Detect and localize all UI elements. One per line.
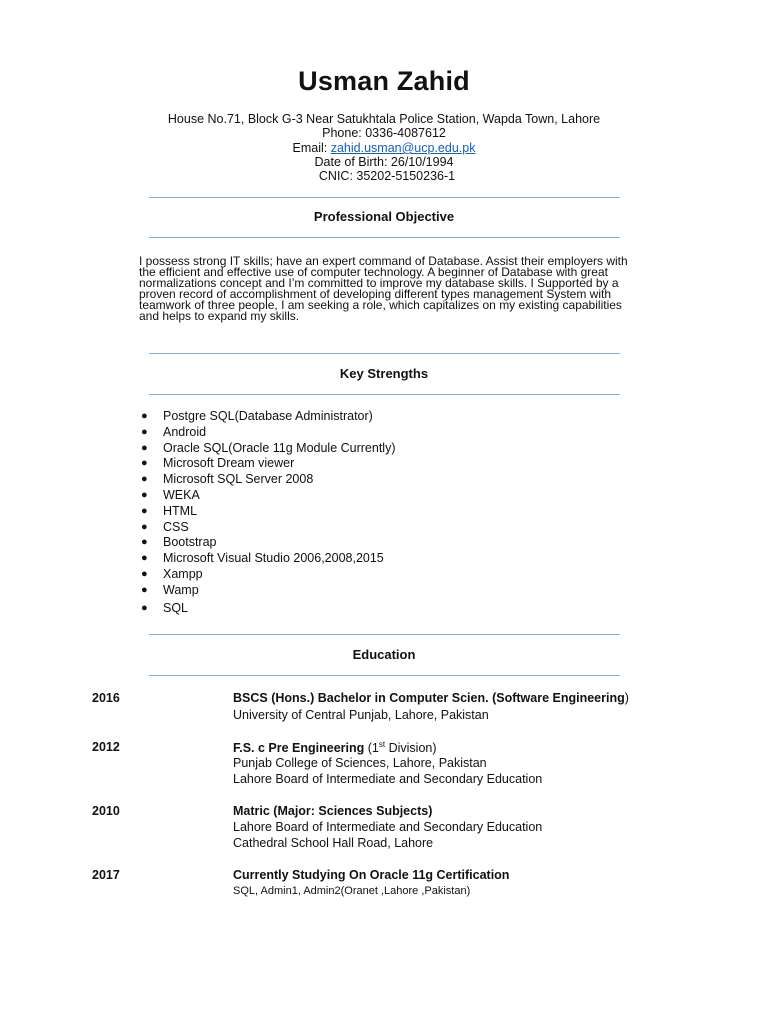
bullet-icon: ● bbox=[141, 504, 148, 517]
objective-line: teamwork of three people, I am seeking a role, which capitalizes on my existing capabilities bbox=[139, 298, 622, 312]
institution: Lahore Board of Intermediate and Secondary Education bbox=[233, 820, 543, 834]
objective-line: normalizations concept and I’m committed to improve my database skills. I Supported by a bbox=[139, 276, 619, 290]
resume-name: Usman Zahid bbox=[298, 66, 470, 96]
bullet-icon: ● bbox=[141, 583, 148, 596]
email-label: Email: bbox=[292, 141, 331, 155]
list-item bbox=[141, 534, 396, 550]
education-heading: Education bbox=[352, 647, 416, 662]
divider bbox=[149, 394, 620, 395]
email-line bbox=[0, 141, 768, 155]
bullet-icon: ● bbox=[141, 441, 148, 454]
divider bbox=[149, 237, 620, 238]
list-item bbox=[141, 487, 396, 503]
list-item bbox=[141, 455, 396, 471]
objective-text bbox=[139, 256, 679, 322]
list-item bbox=[141, 471, 396, 487]
list-item bbox=[141, 424, 396, 440]
education-title: Currently Studying On Oracle 11g Certification bbox=[233, 868, 510, 882]
list-item bbox=[141, 600, 396, 616]
list-item bbox=[141, 519, 396, 535]
divider bbox=[149, 353, 620, 354]
date-of-birth: Date of Birth: 26/10/1994 bbox=[314, 155, 454, 169]
division-superscript: st bbox=[378, 740, 386, 749]
strength-label: Android bbox=[163, 424, 207, 439]
degree-title: F.S. c Pre Engineering bbox=[233, 741, 365, 756]
education-year: 2012 bbox=[92, 740, 120, 754]
strength-label: SQL bbox=[163, 600, 189, 615]
strength-label: CSS bbox=[163, 519, 189, 534]
phone: Phone: 0336-4087612 bbox=[322, 126, 446, 140]
division-suffix: Division) bbox=[385, 741, 437, 756]
strength-label: Oracle SQL(Oracle 11g Module Currently) bbox=[163, 440, 396, 455]
cnic: CNIC: 35202-5150236-1 bbox=[318, 169, 456, 183]
bullet-icon: ● bbox=[141, 457, 148, 470]
bullet-icon: ● bbox=[141, 473, 148, 486]
degree-title: BSCS (Hons.) Bachelor in Computer Scien. (Software Engineering bbox=[233, 691, 625, 705]
bullet-icon: ● bbox=[141, 567, 148, 580]
list-item bbox=[141, 440, 396, 456]
institution: SQL, Admin1, Admin2(Oranet ,Lahore ,Pakistan) bbox=[233, 885, 471, 897]
bullet-icon: ● bbox=[141, 410, 148, 422]
objective-line: the efficient and effective use of computer technology. A beginner of Database with great bbox=[139, 265, 608, 279]
list-item bbox=[141, 408, 396, 424]
bullet-icon: ● bbox=[141, 552, 148, 565]
objective-line: proven record of accomplishment of developing different types management System with bbox=[139, 287, 612, 301]
bullet-icon: ● bbox=[141, 425, 148, 438]
list-item bbox=[141, 582, 396, 598]
strength-label: Microsoft Visual Studio 2006,2008,2015 bbox=[163, 551, 384, 566]
bullet-icon: ● bbox=[141, 601, 148, 614]
bullet-icon: ● bbox=[141, 536, 148, 549]
divider bbox=[149, 634, 620, 635]
objective-heading: Professional Objective bbox=[313, 209, 455, 224]
strength-label: WEKA bbox=[163, 487, 200, 502]
institution: Cathedral School Hall Road, Lahore bbox=[233, 836, 434, 850]
address: House No.71, Block G-3 Near Satukhtala Police Station, Wapda Town, Lahore bbox=[167, 112, 601, 126]
strength-label: Bootstrap bbox=[163, 535, 217, 550]
bullet-icon: ● bbox=[141, 488, 148, 501]
institution: University of Central Punjab, Lahore, Pakistan bbox=[233, 708, 489, 722]
strengths-list bbox=[141, 408, 396, 615]
divider bbox=[149, 675, 620, 676]
education-year: 2016 bbox=[92, 691, 120, 705]
strength-label: Xampp bbox=[163, 566, 203, 581]
list-item bbox=[141, 566, 396, 582]
divider bbox=[149, 197, 620, 198]
list-item bbox=[141, 550, 396, 566]
institution: Lahore Board of Intermediate and Secondary Education bbox=[233, 772, 543, 786]
strength-label: Microsoft Dream viewer bbox=[163, 456, 295, 471]
institution: Punjab College of Sciences, Lahore, Pakistan bbox=[233, 756, 487, 770]
email-link[interactable]: zahid.usman@ucp.edu.pk bbox=[330, 141, 476, 155]
objective-line: and helps to expand my skills. bbox=[139, 309, 300, 323]
objective-line: I possess strong IT skills; have an expert command of Database. Assist their employers with bbox=[139, 254, 628, 268]
education-title bbox=[233, 740, 437, 755]
bullet-icon: ● bbox=[141, 520, 148, 533]
education-title bbox=[233, 691, 629, 705]
strengths-heading: Key Strengths bbox=[339, 366, 429, 381]
strength-label: HTML bbox=[163, 503, 198, 518]
list-item bbox=[141, 503, 396, 519]
title-suffix: ) bbox=[624, 691, 629, 705]
education-year: 2010 bbox=[92, 804, 120, 818]
education-year: 2017 bbox=[92, 868, 120, 882]
division-prefix: (1 bbox=[364, 741, 379, 756]
strength-label: Postgre SQL(Database Administrator) bbox=[163, 409, 373, 423]
strength-label: Microsoft SQL Server 2008 bbox=[163, 472, 314, 487]
strength-label: Wamp bbox=[163, 582, 199, 597]
education-title: Matric (Major: Sciences Subjects) bbox=[233, 804, 433, 818]
